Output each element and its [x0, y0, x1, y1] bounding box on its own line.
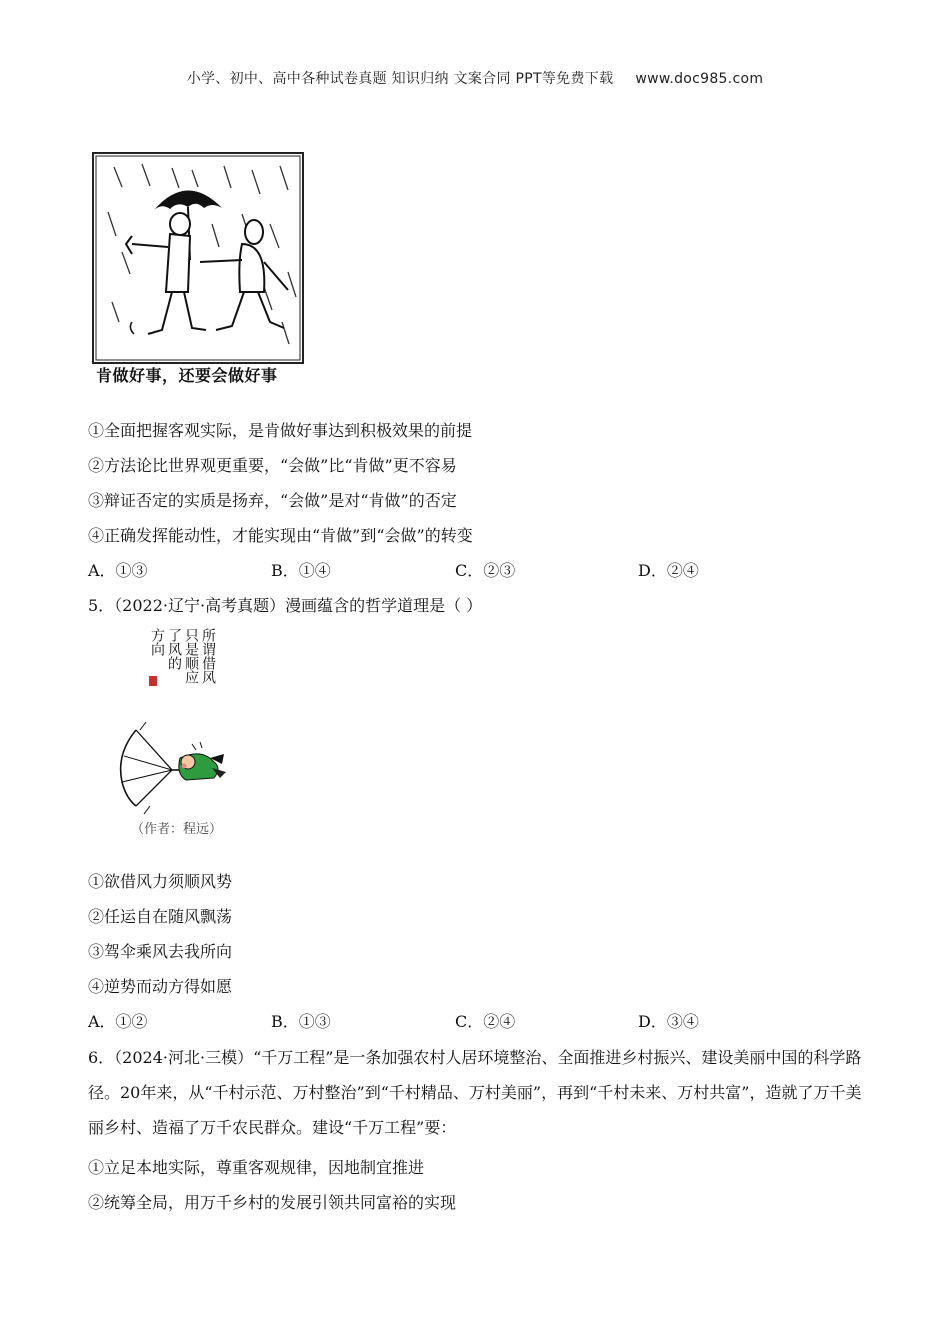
handwriting-col-2: 只是顺应 — [183, 628, 199, 684]
q4-option-c[interactable]: C．②③ — [455, 561, 516, 580]
q4-item-4: ④正确发挥能动性，才能实现由“肯做”到“会做”的转变 — [88, 526, 473, 545]
header-text: 小学、初中、高中各种试卷真题 知识归纳 文案合同 PPT等免费下载 — [186, 71, 614, 87]
q6-item-1: ①立足本地实际，尊重客观规律，因地制宜推进 — [88, 1158, 425, 1177]
handwriting-col-1: 所谓借风 — [200, 628, 216, 684]
q4-option-d[interactable]: D．②④ — [638, 561, 699, 580]
header-site: www.doc985.com — [635, 71, 764, 87]
q5-option-c[interactable]: C．②④ — [455, 1012, 516, 1031]
q4-option-a[interactable]: A．①③ — [88, 561, 148, 580]
q5-option-a[interactable]: A．①② — [88, 1012, 148, 1031]
q5-item-4: ④逆势而动方得如愿 — [88, 977, 233, 996]
rain-umbrella-cartoon — [92, 152, 304, 364]
seal-icon — [149, 676, 157, 686]
cartoon-caption: 肯做好事，还要会做好事 — [96, 366, 278, 385]
cartoon-handwriting — [146, 628, 226, 700]
q5-item-1: ①欲借风力须顺风势 — [88, 872, 233, 891]
handwriting-col-4: 方向 — [149, 628, 165, 656]
wind-umbrella-cartoon — [110, 718, 230, 816]
q4-option-b[interactable]: B．①④ — [271, 561, 331, 580]
q5-stem: 5．（2022·辽宁·高考真题）漫画蕴含的哲学道理是（ ） — [88, 596, 483, 615]
q5-item-3: ③驾伞乘风去我所向 — [88, 942, 233, 961]
q4-item-1: ①全面把握客观实际，是肯做好事达到积极效果的前提 — [88, 421, 473, 440]
q5-option-d[interactable]: D．③④ — [638, 1012, 699, 1031]
q4-item-3: ③辩证否定的实质是扬弃，“会做”是对“肯做”的否定 — [88, 491, 457, 510]
q5-item-2: ②任运自在随风飘荡 — [88, 907, 233, 926]
q5-option-b[interactable]: B．①③ — [271, 1012, 331, 1031]
page-header — [0, 68, 950, 88]
handwriting-col-3: 了风的 — [166, 628, 182, 670]
q6-stem: 6．（2024·河北·三模）“千万工程”是一条加强农村人居环境整治、全面推进乡村振兴、建设美丽中国的科学路径。20年来，从“千村示范、万村整治”到“千村精品、万村美丽”，再到“千村未来、万村共富”，造就了万千美丽乡村、造福了万千农民群众。建设“千万工程”要： — [88, 1048, 862, 1137]
author-caption: （作者：程远） — [131, 822, 223, 837]
q6-item-2: ②统筹全局，用万千乡村的发展引领共同富裕的实现 — [88, 1193, 457, 1212]
q4-item-2: ②方法论比世界观更重要，“会做”比“肯做”更不容易 — [88, 456, 457, 475]
